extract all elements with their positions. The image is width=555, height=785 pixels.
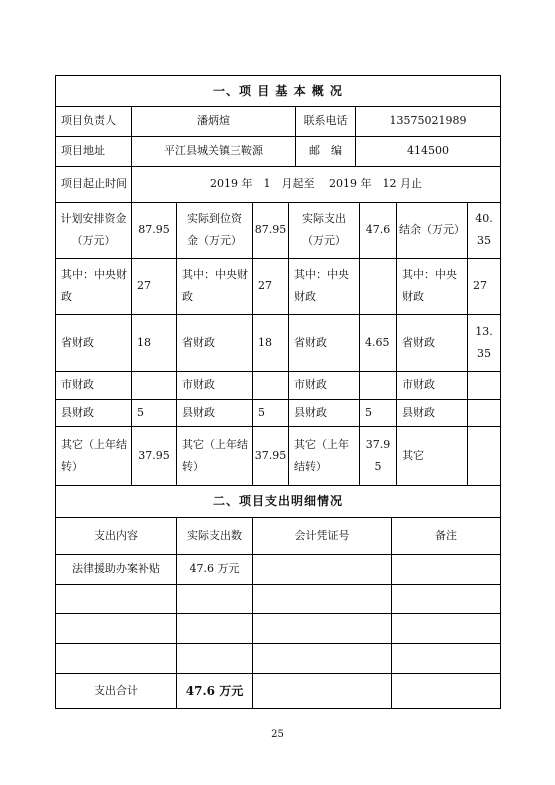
other-balance-label: 其它 [402,448,424,462]
col-note-header: 备注 [435,528,457,542]
other-arrived: 37.95 [254,448,287,462]
other-arrived-label: 其它（上年结转） [182,437,248,473]
county-arrived: 5 [258,405,265,419]
address-label: 项目地址 [61,144,105,157]
province-spent-label: 省财政 [294,335,327,349]
detail-row-1-content: 法律援助办案补贴 [72,562,160,575]
central-spent [360,258,396,314]
detail-row-2-content [56,584,176,613]
detail-row-3-note [392,613,500,643]
province-balance: 13.35 [475,324,493,360]
central-label: 其中：中央财政 [61,268,127,303]
county-spent: 5 [365,405,372,419]
detail-row-4-voucher [253,643,391,673]
balance-value: 40.35 [475,212,493,247]
phone-value: 13575021989 [389,114,467,127]
central-balance: 27 [473,279,487,292]
county-spent-label: 县财政 [294,405,327,419]
period-value: 2019 年 1 月起至 2019 年 12 月止 [210,177,422,190]
plan-label: 计划安排资金（万元） [60,212,127,247]
central-balance-label: 其中：中央财政 [402,268,457,303]
county-balance-label: 县财政 [402,405,435,419]
detail-row-1-voucher [253,554,391,584]
detail-row-4-note [392,643,500,673]
page-number: 25 [271,729,284,740]
city-balance-label: 市财政 [402,378,435,391]
detail-row-2-voucher [253,584,391,613]
section1-title: 一、项 目 基 本 概 况 [213,83,343,98]
section2-title: 二、项目支出明细情况 [212,494,343,508]
detail-row-3-voucher [253,613,391,643]
province-arrived: 18 [258,335,272,349]
arrived-label: 实际到位资金（万元） [187,212,242,247]
detail-row-2-note [392,584,500,613]
other-label: 其它（上年结转） [61,437,127,473]
balance-label: 结余（万元） [399,223,465,236]
plan-value: 87.95 [138,223,170,236]
detail-row-1-amount: 47.6 万元 [189,562,240,575]
detail-row-4-content [56,643,176,673]
province-plan: 18 [137,335,151,349]
address-value: 平江县城关镇三鞍源 [164,144,263,157]
total-value: 47.6 万元 [185,683,244,698]
col-content-header: 支出内容 [94,528,138,542]
postcode-label: 邮 编 [309,144,342,157]
manager-label: 项目负责人 [61,114,116,127]
county-arrived-label: 县财政 [182,405,215,419]
city-label: 市财政 [61,378,94,391]
spent-value: 47.6 [365,223,391,236]
central-spent-label: 其中：中央财政 [294,268,349,303]
city-arrived-label: 市财政 [182,378,215,391]
total-label: 支出合计 [94,683,138,697]
county-plan: 5 [137,405,144,419]
province-label: 省财政 [61,335,94,349]
detail-row-4-amount [177,643,252,673]
county-label: 县财政 [61,405,94,419]
detail-row-1-note [392,554,500,584]
col-voucher-header: 会计凭证号 [294,528,350,542]
other-spent-label: 其它（上年结转） [294,437,349,473]
period-label: 项目起止时间 [61,177,127,190]
phone-label: 联系电话 [303,114,348,127]
other-spent: 37.95 [365,437,391,473]
province-arrived-label: 省财政 [182,335,215,349]
other-plan: 37.95 [138,448,170,462]
manager-value: 潘炳煊 [197,114,230,127]
arrived-value: 87.95 [254,223,287,236]
province-balance-label: 省财政 [402,335,435,349]
spent-label: 实际支出（万元） [302,212,346,247]
central-arrived: 27 [258,279,272,292]
detail-row-2-amount [177,584,252,613]
postcode-value: 414500 [407,144,449,157]
central-arrived-label: 其中：中央财政 [182,268,248,303]
province-spent: 4.65 [365,335,390,349]
city-spent-label: 市财政 [294,378,327,391]
central-plan: 27 [137,279,151,292]
detail-row-3-content [56,613,176,643]
col-amount-header: 实际支出数 [187,528,242,542]
detail-row-3-amount [177,613,252,643]
